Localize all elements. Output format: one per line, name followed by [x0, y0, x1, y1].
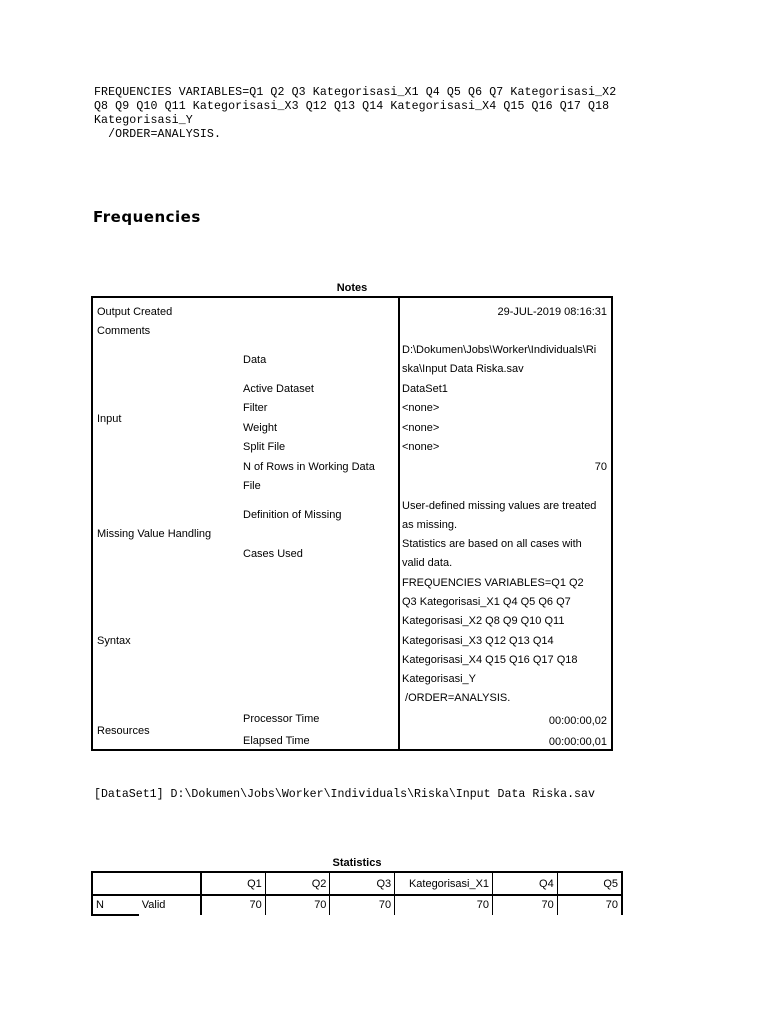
syntax-value-line: Kategorisasi_X3 Q12 Q13 Q14 [402, 635, 554, 647]
processor-time-value: 00:00:00,02 [548, 715, 607, 727]
elapsed-time-label: Elapsed Time [243, 735, 310, 747]
row-label-n: N [92, 895, 139, 915]
data-label: Data [243, 354, 267, 366]
data-value-line: D:\Dokumen\Jobs\Worker\Individuals\Ri [402, 344, 597, 356]
cases-used-label: Cases Used [243, 548, 303, 560]
syntax-code-block [94, 86, 714, 142]
active-dataset-label: Active Dataset [243, 383, 314, 395]
output-created-value: 29-JUL-2019 08:16:31 [497, 306, 607, 318]
output-created-label: Output Created [97, 306, 173, 318]
header-blank-cell [92, 872, 139, 895]
header-blank-cell [139, 872, 201, 895]
missing-value-handling-label: Missing Value Handling [97, 528, 212, 540]
statistics-table-title: Statistics [332, 857, 382, 869]
n-rows-value: 70 [594, 461, 607, 473]
syntax-value-line: FREQUENCIES VARIABLES=Q1 Q2 [402, 577, 584, 589]
definition-of-missing-label: Definition of Missing [243, 509, 342, 521]
filter-label: Filter [243, 402, 268, 414]
split-file-label: Split File [243, 441, 286, 453]
syntax-value-line: Q3 Kategorisasi_X1 Q4 Q5 Q6 Q7 [402, 596, 571, 608]
comments-label: Comments [97, 325, 151, 337]
column-header: Q1 [201, 872, 266, 895]
statistics-table [91, 871, 623, 916]
column-header: Q3 [330, 872, 395, 895]
n-rows-label-line: N of Rows in Working Data [243, 461, 375, 473]
table-cell: 70 [265, 895, 330, 915]
filter-value: <none> [402, 402, 440, 414]
section-heading: Frequencies [93, 208, 201, 226]
weight-value: <none> [402, 422, 440, 434]
table-cell: 70 [395, 895, 493, 915]
input-label: Input [97, 413, 122, 425]
dataset-path-line: [DataSet1] D:\Dokumen\Jobs\Worker\Individuals\Riska\Input Data Riska.sav [94, 788, 595, 801]
syntax-value-line: Kategorisasi_Y [402, 673, 476, 685]
table-cell: 70 [201, 895, 266, 915]
n-rows-label-line: File [243, 480, 261, 492]
table-row [92, 895, 622, 915]
table-header-row [92, 872, 622, 895]
syntax-line: Q8 Q9 Q10 Q11 Kategorisasi_X3 Q12 Q13 Q14 Kategorisasi_X4 Q15 Q16 Q17 Q18 [94, 100, 610, 113]
syntax-value-line: /ORDER=ANALYSIS. [402, 692, 511, 704]
data-value-line: ska\Input Data Riska.sav [402, 363, 524, 375]
table-cell: 70 [493, 895, 558, 915]
active-dataset-value: DataSet1 [402, 383, 448, 395]
table-divider [398, 298, 400, 749]
split-file-value: <none> [402, 441, 440, 453]
column-header: Kategorisasi_X1 [395, 872, 493, 895]
processor-time-label: Processor Time [243, 713, 320, 725]
syntax-line: /ORDER=ANALYSIS. [94, 128, 222, 141]
cases-used-value-line: Statistics are based on all cases with [402, 538, 582, 550]
elapsed-time-value: 00:00:00,01 [548, 736, 607, 748]
syntax-line: Kategorisasi_Y [94, 114, 193, 127]
column-header: Q2 [265, 872, 330, 895]
column-header: Q4 [493, 872, 558, 895]
table-cell: 70 [557, 895, 622, 915]
syntax-value-line: Kategorisasi_X4 Q15 Q16 Q17 Q18 [402, 654, 578, 666]
definition-of-missing-value-line: as missing. [402, 519, 458, 531]
column-header: Q5 [557, 872, 622, 895]
resources-label: Resources [97, 725, 150, 737]
table-cell: 70 [330, 895, 395, 915]
notes-table [91, 296, 613, 751]
notes-table-title: Notes [336, 282, 368, 294]
row-label-valid: Valid [139, 895, 201, 915]
cases-used-value-line: valid data. [402, 557, 453, 569]
syntax-line: FREQUENCIES VARIABLES=Q1 Q2 Q3 Kategorisasi_X1 Q4 Q5 Q6 Q7 Kategorisasi_X2 [94, 86, 617, 99]
syntax-label: Syntax [97, 635, 131, 647]
definition-of-missing-value-line: User-defined missing values are treated [402, 500, 597, 512]
syntax-value-line: Kategorisasi_X2 Q8 Q9 Q10 Q11 [402, 615, 565, 627]
weight-label: Weight [243, 422, 278, 434]
